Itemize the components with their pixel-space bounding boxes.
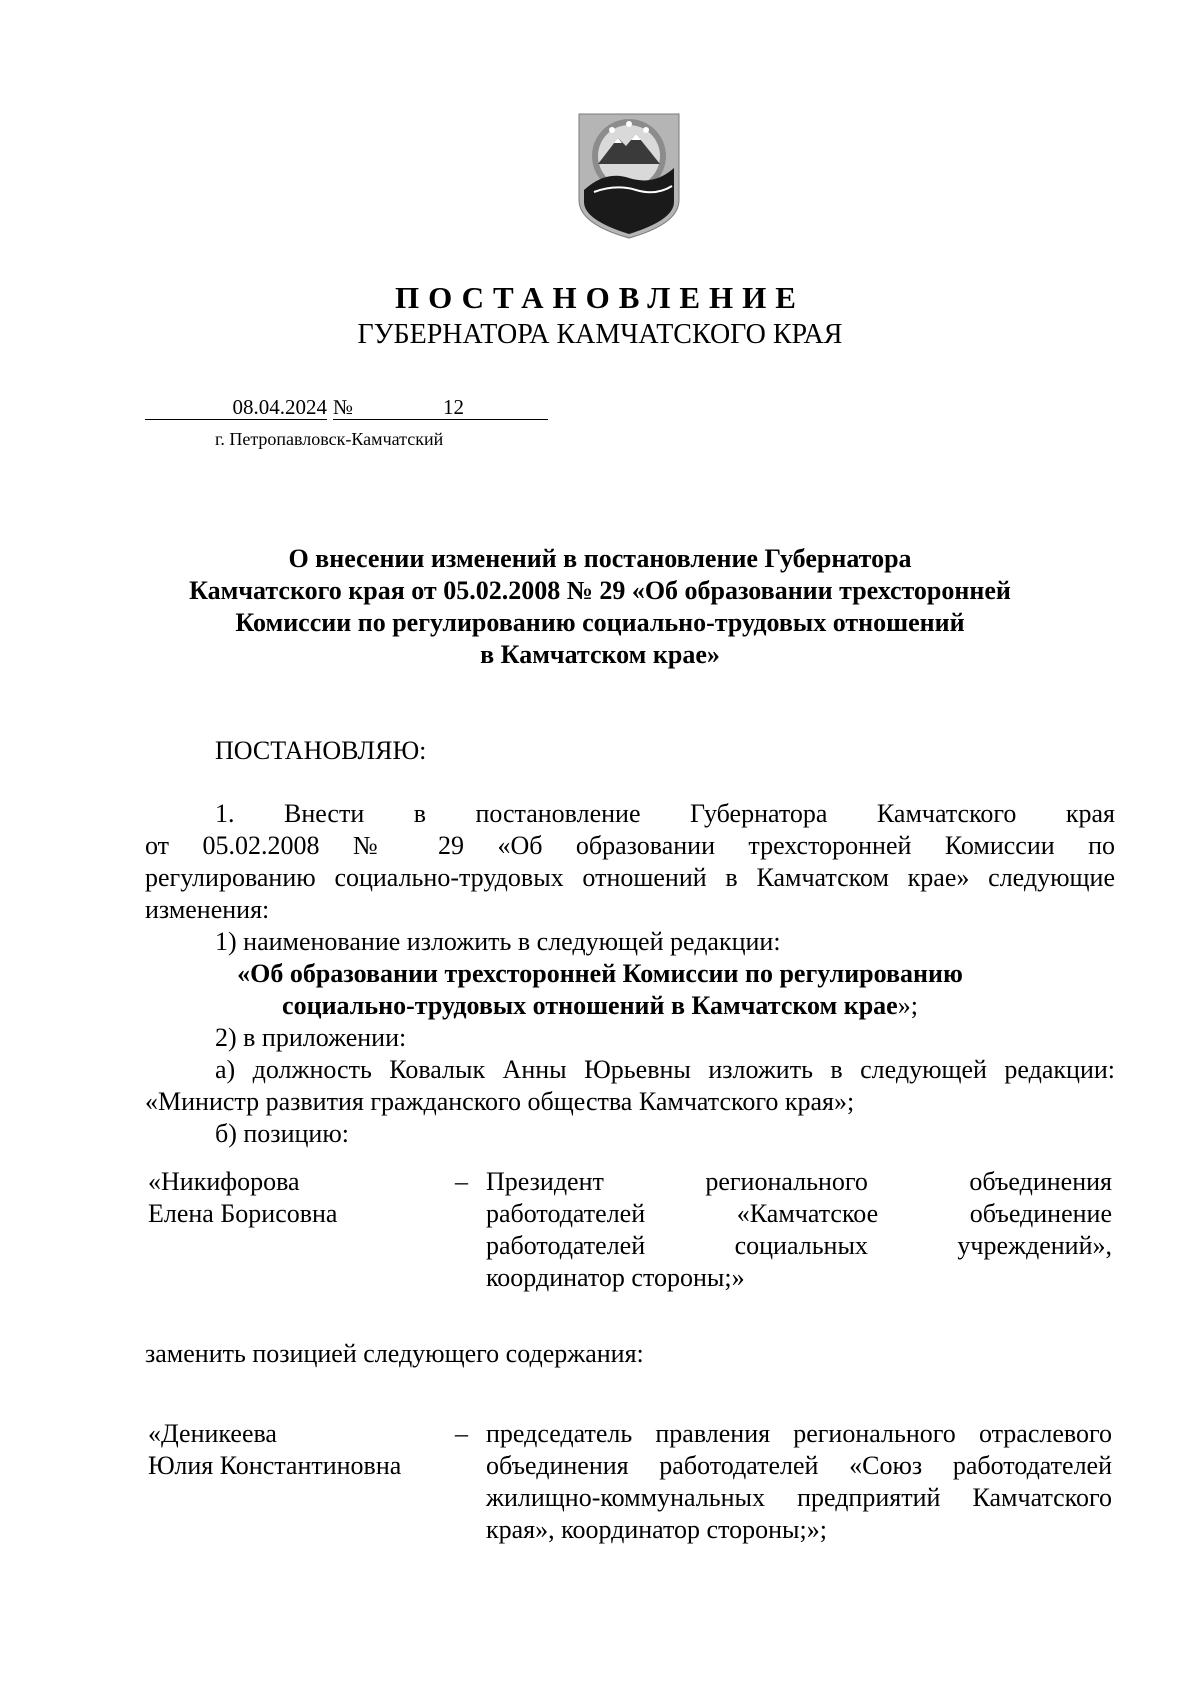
position-2-dash: –	[455, 1419, 468, 1448]
paragraph-1	[145, 798, 1115, 926]
person-line: Елена Борисовна	[148, 1199, 338, 1228]
person-line: Юлия Константиновна	[148, 1451, 402, 1480]
person-line: «Никифорова	[148, 1167, 300, 1196]
subitem-1: 1) наименование изложить в следующей редакции:	[215, 927, 781, 956]
new-name-tail: »;	[897, 991, 918, 1020]
role-line: координатор стороны;»	[486, 1263, 745, 1292]
role-line: края», координатор стороны;»;	[486, 1515, 827, 1544]
subitem-b: б) позицию:	[215, 1119, 349, 1148]
new-name-text	[0, 958, 1200, 1022]
subject-line: Камчатского края от 05.02.2008 № 29 «Об образовании трехсторонней	[189, 576, 1011, 605]
subitem-a-line: а) должность Ковалык Анны Юрьевны изложить в следующей редакции:	[215, 1055, 1115, 1084]
paragraph-line: изменения:	[145, 895, 270, 924]
position-1-person	[148, 1166, 448, 1230]
document-date: 08.04.2024	[145, 393, 327, 420]
position-1-role	[486, 1166, 1112, 1294]
coat-of-arms-emblem	[576, 112, 682, 240]
subject-line: Комиссии по регулированию социально-трудовых отношений	[235, 608, 965, 637]
subitem-a-line: «Министр развития гражданского общества Камчатского края»;	[145, 1087, 855, 1116]
paragraph-line: от 05.02.2008 № 29 «Об образовании трехсторонней Комиссии по	[145, 831, 1115, 860]
role-line: Президент регионального объединения	[486, 1167, 1112, 1196]
role-line: объединения работодателей «Союз работодателей	[486, 1451, 1112, 1480]
subject-line: в Камчатском крае»	[480, 640, 720, 669]
position-1-dash: –	[455, 1167, 468, 1196]
date-number-line	[145, 393, 548, 425]
role-line: жилищно-коммунальных предприятий Камчатского	[486, 1483, 1112, 1512]
document-type-title: ПОСТАНОВЛЕНИЕ	[395, 280, 805, 315]
new-name-line: социально-трудовых отношений в Камчатском крае	[282, 991, 898, 1020]
subitem-2: 2) в приложении:	[215, 1023, 407, 1052]
role-line: председатель правления регионального отраслевого	[486, 1419, 1112, 1448]
role-line: работодателей «Камчатское объединение	[486, 1199, 1112, 1228]
number-label: №	[333, 393, 359, 420]
new-name-line: «Об образовании трехсторонней Комиссии по регулированию	[237, 959, 963, 988]
paragraph-line: 1. Внести в постановление Губернатора Камчатского края	[215, 799, 1115, 828]
role-line: работодателей социальных учреждений»,	[486, 1231, 1112, 1260]
replace-instruction: заменить позицией следующего содержания:	[145, 1339, 644, 1368]
issuer-title: ГУБЕРНАТОРА КАМЧАТСКОГО КРАЯ	[357, 319, 843, 350]
subject-line: О внесении изменений в постановление Губернатора	[288, 544, 912, 573]
position-2-person	[148, 1418, 448, 1482]
decree-word: ПОСТАНОВЛЯЮ:	[215, 736, 427, 765]
document-subject	[0, 543, 1200, 671]
issue-city: г. Петропавловск-Камчатский	[215, 429, 444, 449]
subitem-a	[145, 1054, 1115, 1118]
person-line: «Деникеева	[148, 1419, 277, 1448]
document-number: 12	[359, 393, 548, 420]
position-2-role	[486, 1418, 1112, 1546]
paragraph-line: регулированию социально-трудовых отношений в Камчатском крае» следующие	[145, 863, 1115, 892]
